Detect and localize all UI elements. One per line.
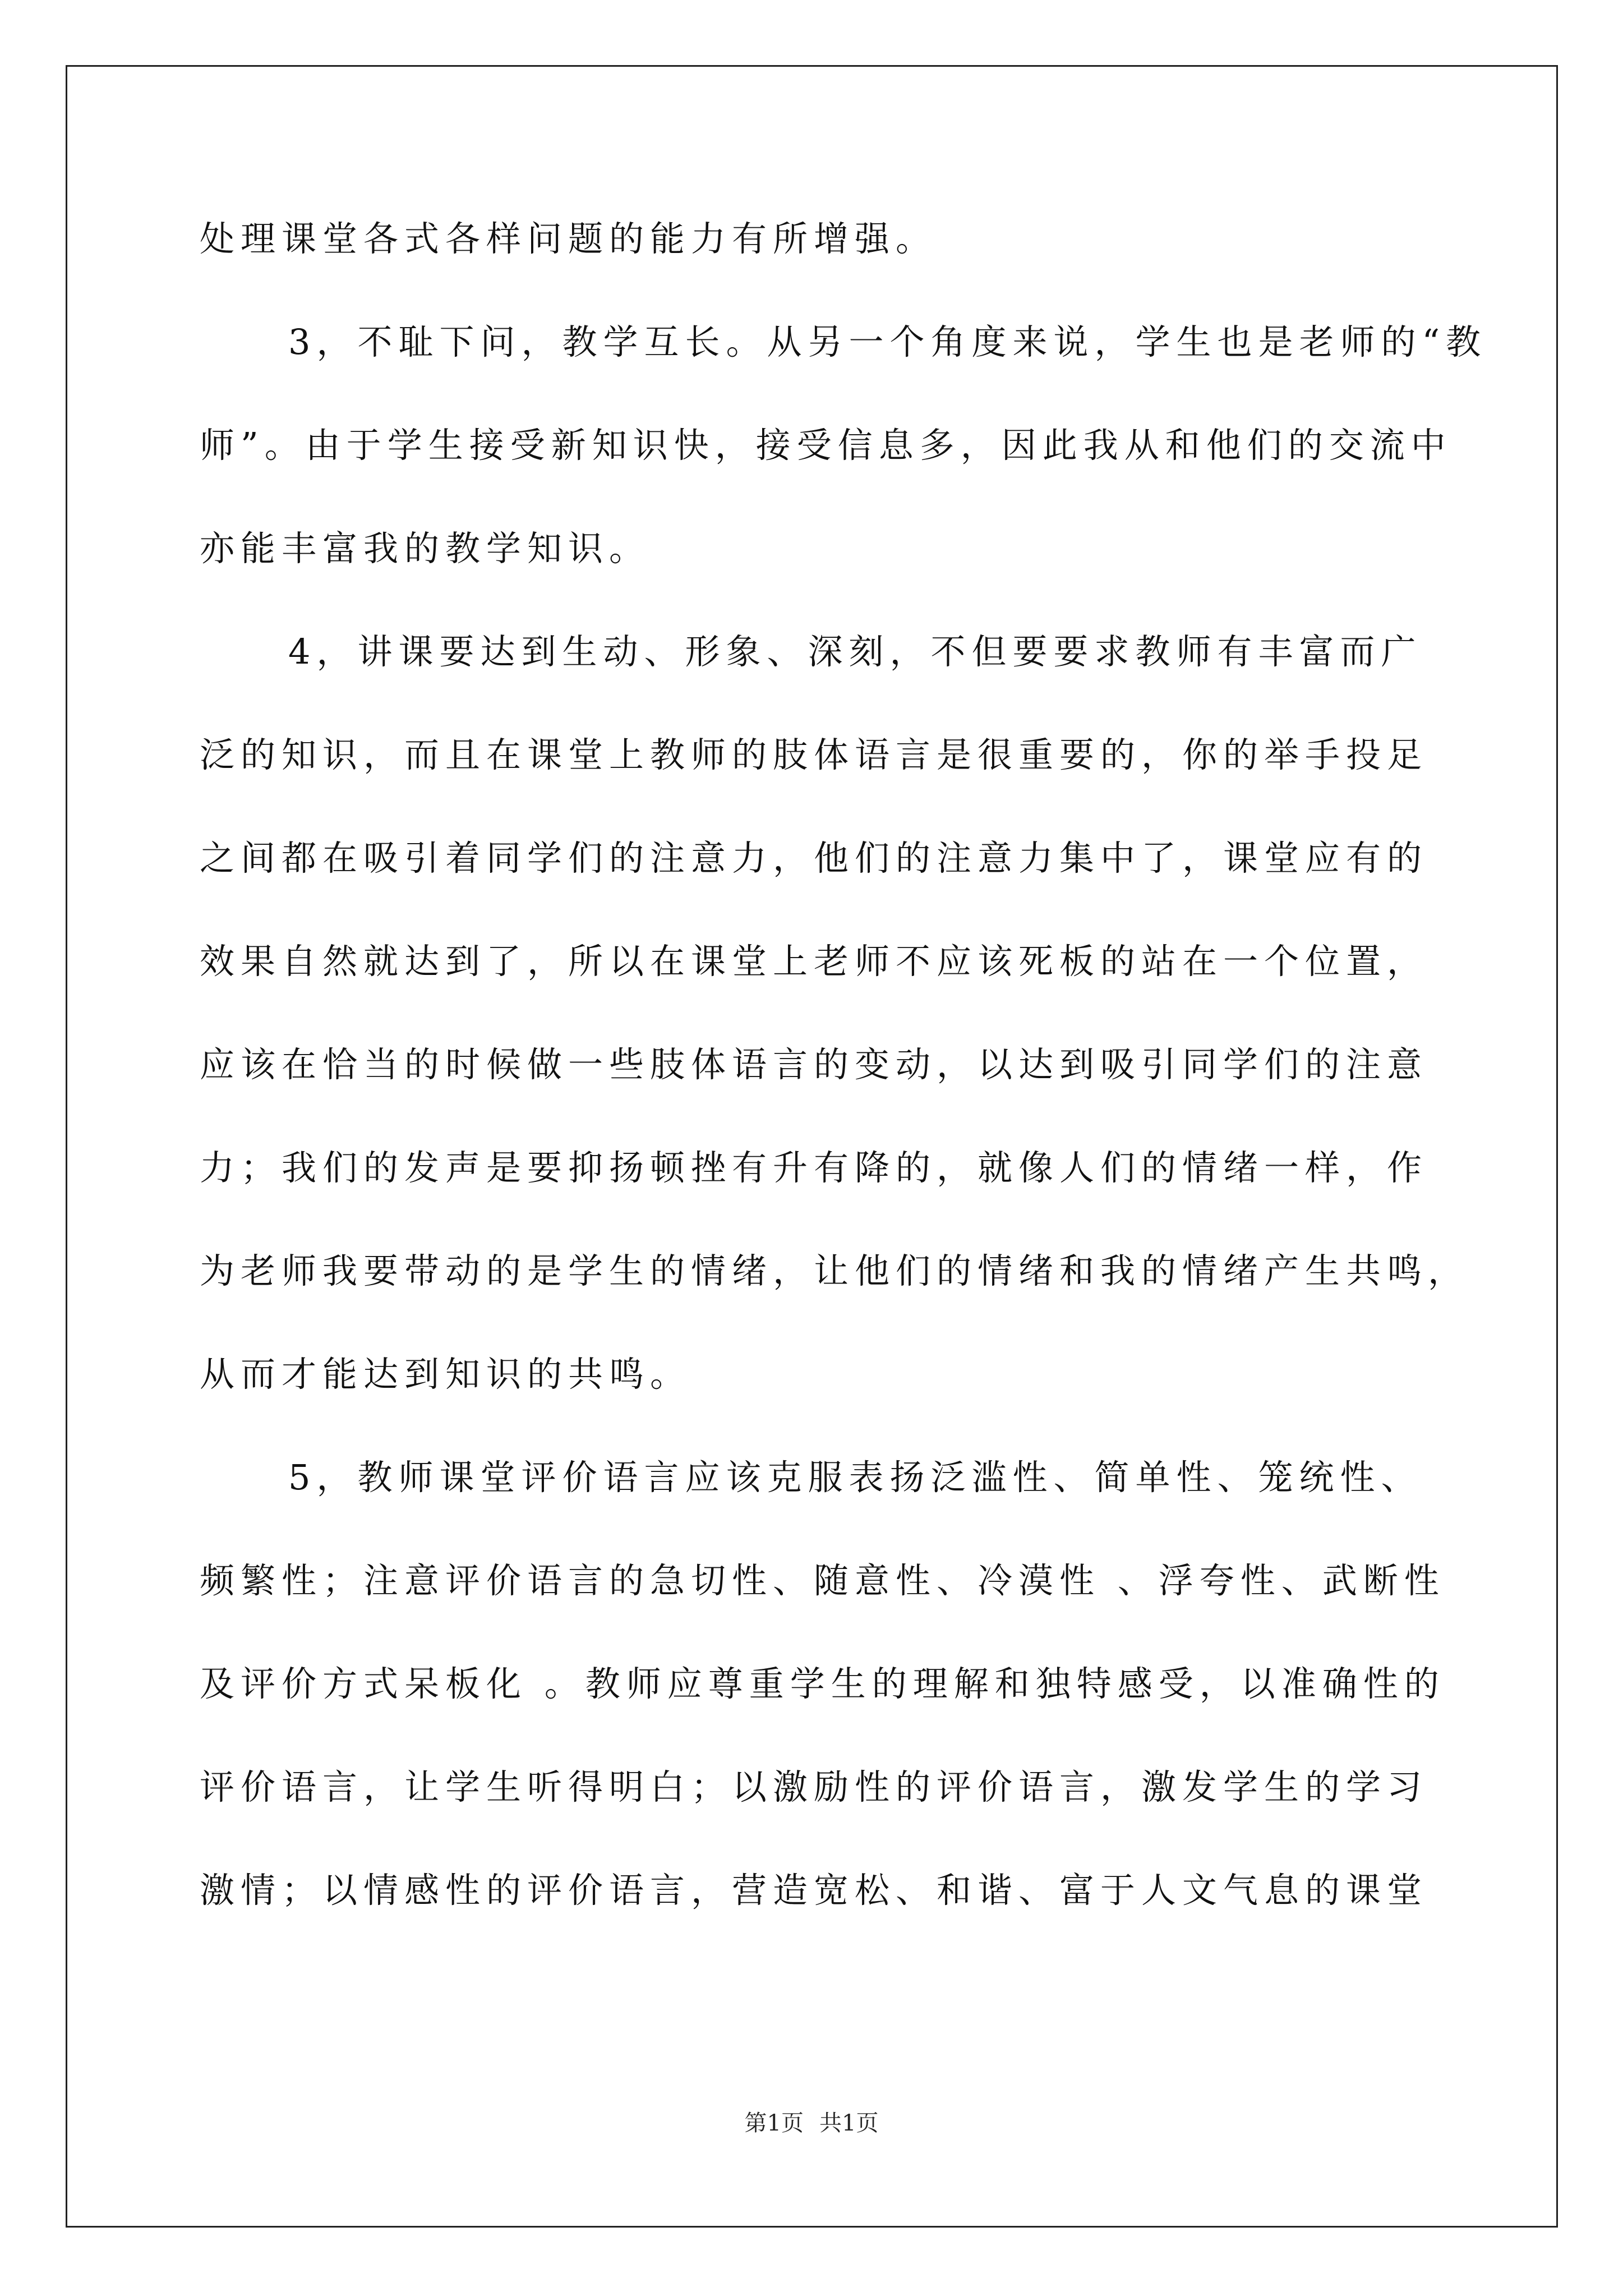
text-line: 效果自然就达到了，所以在课堂上老师不应该死板的站在一个位置， [200, 941, 1428, 982]
page-footer [0, 2109, 1623, 2137]
text-line: 泛的知识，而且在课堂上教师的肢体语言是很重要的，你的举手投足 [200, 734, 1428, 775]
text-line: 及评价方式呆板化 。教师应尊重学生的理解和独特感受，以准确性的 [200, 1663, 1445, 1704]
page-number-total: 共1页 [819, 2110, 879, 2136]
text-line: 之间都在吸引着同学们的注意力，他们的注意力集中了，课堂应有的 [200, 838, 1428, 878]
text-line: 频繁性；注意评价语言的急切性、随意性、冷漠性 、浮夸性、武断性 [200, 1560, 1445, 1601]
text-line: 为老师我要带动的是学生的情绪，让他们的情绪和我的情绪产生共鸣， [200, 1250, 1469, 1291]
text-line: 师”。由于学生接受新知识快，接受信息多，因此我从和他们的交流中 [200, 425, 1452, 466]
text-line: 激情；以情感性的评价语言，营造宽松、和谐、富于人文气息的课堂 [200, 1870, 1428, 1911]
paragraph-3-start: 3，不耻下问，教学互长。从另一个角度来说，学生也是老师的“教 [288, 321, 1487, 362]
text-line: 评价语言，让学生听得明白；以激励性的评价语言，激发学生的学习 [200, 1766, 1428, 1807]
text-line: 从而才能达到知识的共鸣。 [200, 1354, 691, 1395]
text-line: 应该在恰当的时候做一些肢体语言的变动，以达到吸引同学们的注意 [200, 1044, 1428, 1085]
paragraph-4-start: 4，讲课要达到生动、形象、深刻，不但要要求教师有丰富而广 [288, 631, 1422, 672]
page-number-current: 第1页 [744, 2110, 804, 2136]
paragraph-5-start: 5，教师课堂评价语言应该克服表扬泛滥性、简单性、笼统性、 [288, 1457, 1422, 1498]
text-line: 亦能丰富我的教学知识。 [200, 528, 651, 569]
text-line: 处理课堂各式各样问题的能力有所增强。 [200, 218, 937, 259]
text-line: 力；我们的发声是要抑扬顿挫有升有降的，就像人们的情绪一样，作 [200, 1147, 1428, 1188]
